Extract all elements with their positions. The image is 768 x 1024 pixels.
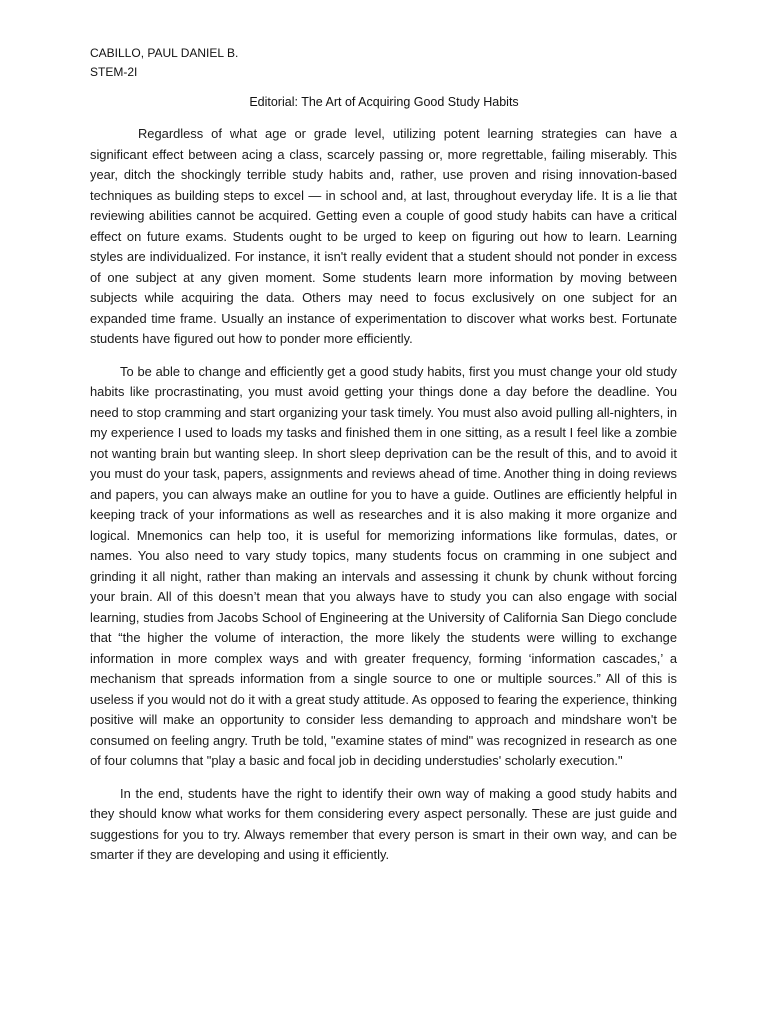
paragraph-2: To be able to change and efficiently get a good study habits, first you must change your old study habits like procrastinating, you must avoid getting your things done a day before the deadline. You need to stop cramming and start organizing your task timely. You must also avoid pulling all-nighters, in my experience I used to loads my tasks and finished them in one sitting, as a result I feel like a zombie not wanting brain but wanting sleep. In short sleep deprivation can be the result of this, and to avoid it you must do your task, papers, assignments and reviews ahead of time. Another thing in doing reviews and papers, you can always make an outline for you to have a guide. Outlines are efficiently helpful in keeping track of your informations as well as researches and it is also making it more organize and logical. Mnemonics can help too, it is useful for memorizing informations like formulas, dates, or names. You also need to vary study topics, many students focus on cramming in one subject and grinding it all night, rather than making an intervals and assessing it chunk by chunk without forcing your brain. All of this doesn’t mean that you always have to study you can also engage with social learning, studies from Jacobs School of Engineering at the University of California San Diego conclude that “the higher the volume of interaction, the more likely the students were willing to exchange information in more complex ways and with greater frequency, forming ‘information cascades,’ a mechanism that spreads information from a single source to one or multiple sources.” All of this is useless if you would not do it with a great study attitude. As opposed to fearing the experience, thinking positive will make an opportunity to consider less demanding to approach and mindshare won't be consumed on feeling angry. Truth be told, "examine states of mind" was recognized in research as one of four columns that "play a basic and focal job in deciding understudies' scholarly execution." <box>90 363 677 768</box>
paragraph-3: In the end, students have the right to identify their own way of making a good study habits and they should know what works for them considering every aspect personally. These are just guide and suggestions for you to try. Always remember that every person is smart in their own way, and can be smarter if they are developing and using it efficiently. <box>90 785 677 862</box>
author-section: STEM-2I <box>90 65 138 79</box>
author-header <box>90 44 238 82</box>
paragraph-1: Regardless of what age or grade level, utilizing potent learning strategies can have a significant effect between acing a class, scarcely passing or, more regrettable, failing miserably. This year, ditch the shockingly terrible study habits and, rather, use proven and rising innovation-based techniques as building steps to excel — in school and, at last, throughout everyday life. It is a lie that reviewing abilities cannot be acquired. Getting even a couple of good study habits can have a critical effect on future exams. Students ought to be urged to keep on figuring out how to learn. Learning styles are individualized. For instance, it isn't really evident that a student should not ponder in excess of one subject at any given moment. Some students learn more information by moving between subjects while acquiring the data. Others may need to focus exclusively on one subject for an expanded time frame. Usually an instance of experimentation to discover what works best. Fortunate students have figured out how to ponder more efficiently. <box>90 126 677 346</box>
editorial-title: Editorial: The Art of Acquiring Good Study Habits <box>249 95 519 109</box>
editorial-body <box>90 124 677 878</box>
author-name: CABILLO, PAUL DANIEL B. <box>90 46 239 60</box>
